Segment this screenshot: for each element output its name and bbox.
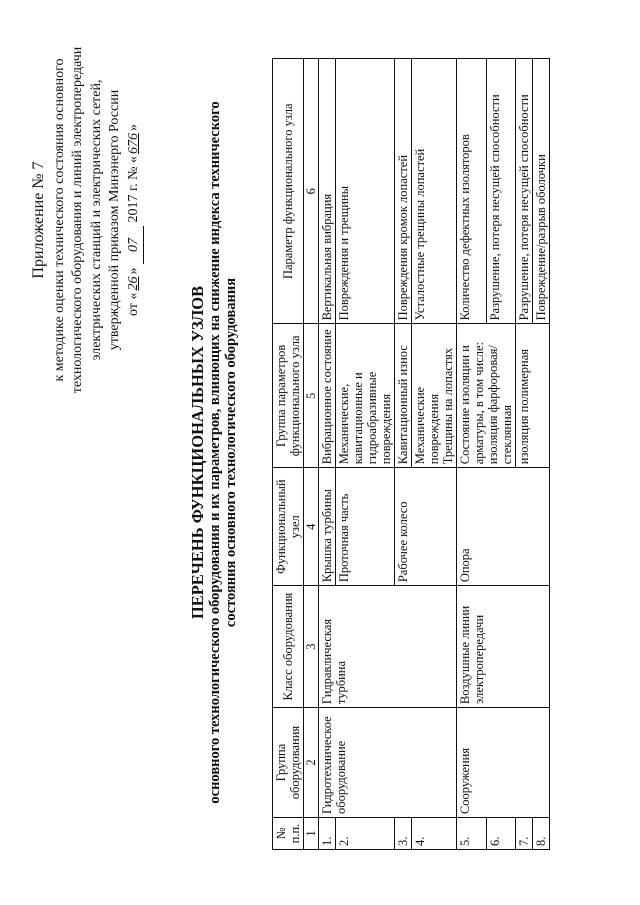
table-row <box>457 59 487 850</box>
row-number: 5. <box>457 818 487 850</box>
appendix-line: к методике оценки технического состояния основного <box>51 58 67 382</box>
table-header-row <box>273 59 304 850</box>
equipment-group-cell: Гидротехническое оборудование <box>319 708 457 818</box>
row-number: 6. <box>486 818 516 850</box>
order-number-handwritten: 676 <box>125 133 141 155</box>
param-cell: Усталостные трещины лопастей <box>412 59 457 324</box>
column-number: 6 <box>304 59 319 324</box>
param-group-cell <box>457 324 516 468</box>
param-group-text: изоляция фарфоровая/стеклянная <box>486 345 514 465</box>
param-cell: Разрушение, потеря несущей способности <box>516 59 533 324</box>
appendix-title: Приложение № 7 <box>30 161 47 279</box>
order-line <box>125 15 145 425</box>
column-number: 4 <box>304 468 319 586</box>
row-number: 3. <box>395 818 412 850</box>
document-title <box>190 60 239 845</box>
param-group-cell <box>412 324 457 468</box>
row-number: 8. <box>533 818 550 850</box>
param-group-cell: Кавитационный износ <box>395 324 412 468</box>
header-cell-param: Параметр функционального узла <box>273 59 304 324</box>
param-cell: Повреждение/разрыв оболочки <box>533 59 550 324</box>
equipment-group-cell: Сооружения <box>457 708 550 818</box>
equipment-class-cell: Гидравлическая турбина <box>319 586 457 708</box>
order-sep: » <box>125 267 141 275</box>
row-number: 7. <box>516 818 533 850</box>
param-group-text: Трещины на лопастях <box>441 347 455 465</box>
order-suffix: » <box>125 124 141 132</box>
order-year: 2017 г. № « <box>125 156 141 223</box>
functional-unit-cell: Крышка турбины <box>319 468 336 586</box>
param-group-text: Механические повреждения <box>413 386 441 465</box>
header-cell-unit: Функциональный узел <box>273 468 304 586</box>
header-cell-param-group: Группа параметров функционального узла <box>273 324 304 468</box>
functional-unit-cell: Проточная часть <box>336 468 395 586</box>
appendix-line: технологического оборудования и линий электропередачи <box>70 46 85 394</box>
param-cell: Повреждения и трещины <box>336 59 395 324</box>
param-group-cell: изоляция полимерная <box>516 324 550 468</box>
row-number: 1. <box>319 818 336 850</box>
appendix-line: утвержденной приказом Минэнерго России <box>107 89 122 351</box>
equipment-class-cell: Воздушные линии электропередачи <box>457 586 550 708</box>
header-cell-class: Класс оборудования <box>273 586 304 708</box>
param-group-cell: Вибрационное состояние <box>319 324 336 468</box>
title-line: основного технологического оборудования и их параметров, влияющих на снижение индекса технического <box>207 101 223 804</box>
table-row <box>319 59 336 850</box>
row-number: 4. <box>412 818 457 850</box>
title-line: состояния основного технологического оборудования <box>223 277 239 628</box>
param-cell: Количество дефектных изоляторов <box>457 59 487 324</box>
column-number: 1 <box>304 818 319 850</box>
title-main: ПЕРЕЧЕНЬ ФУНКЦИОНАЛЬНЫХ УЗЛОВ <box>188 285 207 620</box>
param-cell: Повреждения кромок лопастей <box>395 59 412 324</box>
functional-unit-cell: Рабочее колесо <box>395 468 457 586</box>
row-number: 2. <box>336 818 395 850</box>
functional-unit-cell: Опора <box>457 468 550 586</box>
header-cell-group: Группа оборудования <box>273 708 304 818</box>
column-number-row <box>304 59 319 850</box>
column-number: 5 <box>304 324 319 468</box>
header-cell-number: № п.п. <box>273 818 304 850</box>
order-prefix: от « <box>125 292 141 316</box>
appendix-line: электрических станций и электрических сетей, <box>88 79 104 361</box>
appendix-block <box>30 15 144 425</box>
param-cell: Вертикальная вибрация <box>319 59 336 324</box>
column-number: 2 <box>304 708 319 818</box>
param-group-text: Состояние изоляции и арматуры, в том числе: <box>458 341 486 465</box>
order-day-handwritten: 26 <box>125 276 141 291</box>
order-month-handwritten: 07 <box>125 226 145 264</box>
param-group-cell: Механические, кавитационные и гидроабразивные повреждения <box>336 324 395 468</box>
functional-units-table <box>272 58 550 850</box>
param-cell: Разрушение, потеря несущей способности <box>486 59 516 324</box>
column-number: 3 <box>304 586 319 708</box>
